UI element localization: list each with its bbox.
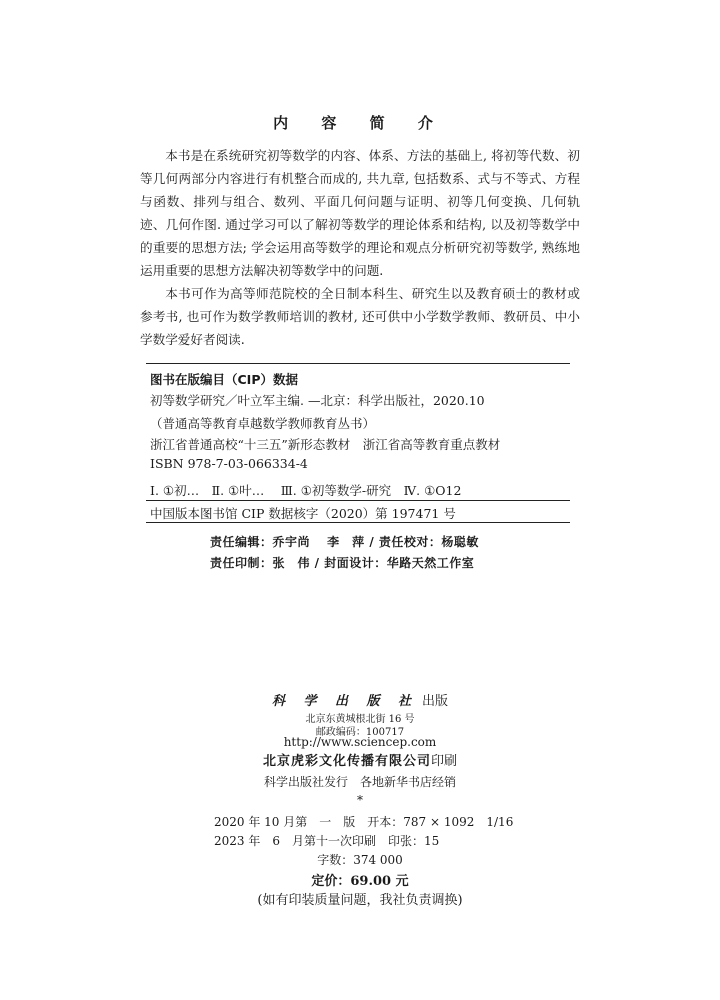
cip-classification: Ⅰ. ①初… Ⅱ. ①叶… Ⅲ. ①初等数学-研究 Ⅳ. ①O12 — [150, 483, 462, 498]
printer-line — [0, 750, 720, 769]
price: 定价：69.00 元 — [311, 874, 409, 889]
cip-middle-rule — [146, 500, 570, 501]
distribution-line: 科学出版社发行 各地新华书店经销 — [263, 775, 456, 789]
printer-suffix: 印刷 — [431, 754, 458, 769]
quality-notice: (如有印装质量问题，我社负责调换) — [257, 893, 463, 908]
cip-line: 浙江省普通高校“十三五”新形态教材 浙江省高等教育重点教材 — [150, 437, 501, 452]
word-count: 字数：374 000 — [317, 853, 403, 867]
cip-line: 初等数学研究／叶立军主编. —北京：科学出版社，2020.10 — [150, 393, 485, 408]
cip-title: 图书在版编目（CIP）数据 — [150, 372, 298, 387]
cip-bottom-rule — [146, 522, 570, 523]
publisher-line — [0, 690, 720, 709]
intro-paragraph: 本书可作为高等师范院校的全日制本科生、研究生以及教育硕士的教材或参考书, 也可作为数学教师培训的教材, 还可供中小学数学教师、教研员、中小学数学爱好者阅读. — [140, 286, 580, 347]
intro-title: 内 容 简 介 — [273, 114, 447, 132]
credits-editors: 责任编辑：乔宇尚 李 萍 / 责任校对：杨聪敏 — [210, 535, 479, 549]
star-separator: * — [357, 793, 363, 807]
cip-top-rule — [146, 363, 570, 364]
cip-isbn: ISBN 978-7-03-066334-4 — [150, 456, 308, 471]
publisher-website: http://www.sciencep.com — [283, 735, 437, 749]
publisher-name: 科 学 出 版 社 — [271, 694, 419, 709]
publisher-postcode: 邮政编码：100717 — [315, 727, 405, 738]
cip-record-number: 中国版本图书馆 CIP 数据核字（2020）第 197471 号 — [150, 506, 456, 521]
intro-text — [140, 144, 580, 351]
publisher-suffix: 出版 — [422, 694, 449, 709]
credits-production: 责任印制：张 伟 / 封面设计：华路天然工作室 — [210, 556, 475, 570]
edition-line: 2020 年 10 月第 一 版 开本：787 × 1092 1/16 — [214, 815, 514, 829]
cip-line: （普通高等教育卓越数学教师教育丛书） — [150, 416, 376, 431]
printer-name: 北京虎彩文化传播有限公司 — [262, 754, 431, 769]
printing-line: 2023 年 6 月第十一次印刷 印张：15 — [214, 834, 440, 848]
publisher-address: 北京东黄城根北街 16 号 — [305, 714, 415, 725]
intro-paragraph: 本书是在系统研究初等数学的内容、体系、方法的基础上, 将初等代数、初等几何两部分内容进行有机整合而成的, 共九章, 包括数系、式与不等式、方程与函数、排列与组合、数列、平面几何问题与证明、初等几何变换、几何轨迹、几何作图. 通过学习可以了解初等数学的理论体系和结构, 以及初等数学中的重要的思想方法; 学会运用高等数学的理论和观点分析研究初等数学, 熟练地运用重要的思想方法解决初等数学中的问题. — [140, 148, 580, 278]
